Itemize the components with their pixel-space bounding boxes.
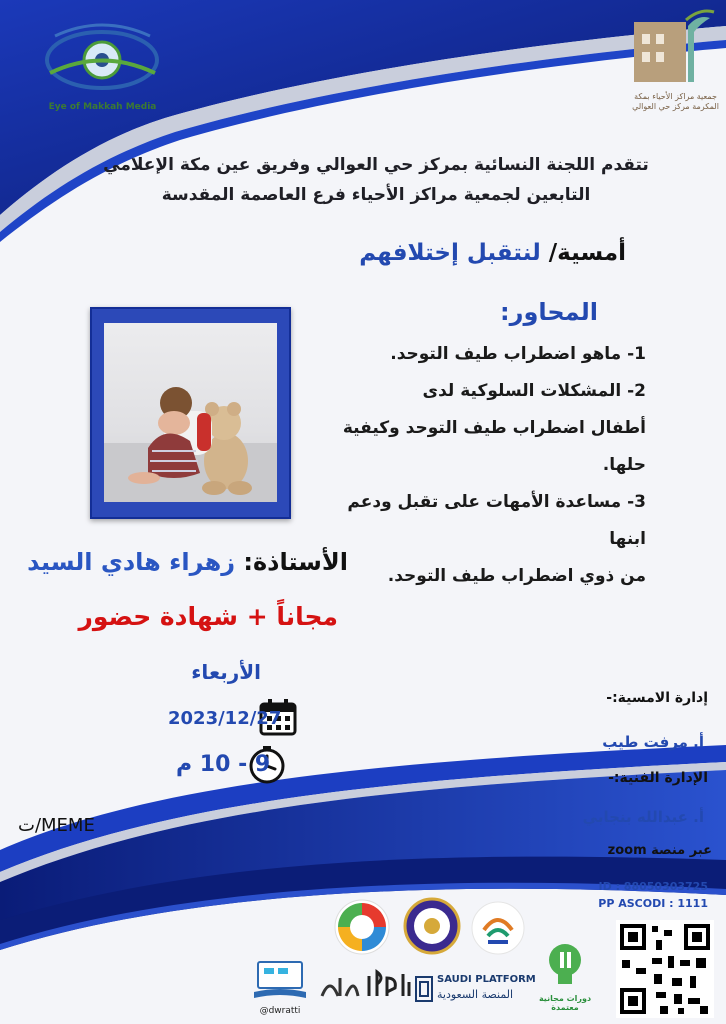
event-title bbox=[359, 240, 626, 266]
neighborhood-centers-logo bbox=[628, 8, 723, 123]
evening-management-label: إدارة الامسية:- bbox=[606, 690, 708, 706]
speaker bbox=[27, 548, 348, 576]
intro-text bbox=[96, 150, 656, 210]
icourses-label: دورات مجانية معتمدة bbox=[538, 994, 592, 1012]
saudi-platform-ar: المنصة السعودية bbox=[437, 988, 514, 1001]
qr-code[interactable] bbox=[616, 920, 714, 1018]
sponsor-logo-icourses bbox=[530, 940, 600, 1020]
event-title-label: أمسية/ bbox=[548, 240, 626, 266]
arabic-calligraphy-logo-icon bbox=[365, 968, 413, 1002]
sponsor-logo-calligraphy-2 bbox=[318, 972, 362, 1002]
speaker-label: الأستاذة: bbox=[243, 548, 348, 576]
meeting-passcode: PP ASCODI : 1111 bbox=[598, 897, 708, 910]
neighborhood-centers-logo-text: جمعية مراكز الأحياء بمكة المكرمة مركز حي العوالي bbox=[632, 92, 719, 111]
child-photo-frame bbox=[90, 307, 291, 519]
saudi-platform-icon bbox=[415, 976, 433, 1002]
axes-heading: المحاور: bbox=[500, 298, 598, 326]
event-day: الأربعاء bbox=[191, 660, 261, 684]
intro-line-1: تتقدم اللجنة النسائية بمركز حي العوالي وفريق عين مكة الإعلامي bbox=[103, 155, 649, 175]
neighborhood-centers-emblem-icon bbox=[628, 8, 718, 88]
sponsor-logo-calligraphy-1 bbox=[365, 968, 413, 1002]
monitor-book-icon bbox=[250, 958, 310, 1002]
intro-line-2: التابعين لجمعية مراكز الأحياء فرع العاصمة المقدسة bbox=[161, 185, 591, 205]
sponsor-logo-mosahem bbox=[470, 900, 526, 956]
saudi-platform-en: SAUDI PLATFORM bbox=[437, 974, 536, 985]
speaker-name: زهراء هادي السيد bbox=[27, 548, 236, 576]
event-date: 2023/12/27 bbox=[168, 708, 282, 729]
qr-code-icon bbox=[616, 920, 714, 1018]
axes-item-3: أطفال اضطراب طيف التوحد وكيفية حلها. bbox=[342, 418, 646, 475]
sponsor-logo-puzzle bbox=[332, 897, 392, 957]
sad-child-with-teddy-illustration bbox=[104, 323, 277, 502]
sponsor-logo-badge bbox=[402, 896, 462, 956]
axes-item-2: 2- المشكلات السلوكية لدى bbox=[422, 381, 646, 401]
event-title-subject: لنتقبل إختلافهم bbox=[359, 240, 541, 266]
sponsor-logo-saudi-platform bbox=[415, 972, 536, 1012]
sponsor-logo-dwratti bbox=[250, 958, 310, 1018]
lightbulb-icon bbox=[530, 940, 600, 990]
dwratti-handle: @dwratti bbox=[259, 1006, 301, 1016]
mosahem-platform-icon bbox=[470, 900, 526, 956]
evening-manager-name: أ. مرفت طيب bbox=[602, 733, 704, 751]
axes-item-1: 1- ماهو اضطراب طيف التوحد. bbox=[390, 344, 646, 364]
design-credit: ت/MEME bbox=[18, 815, 95, 836]
free-certificate-offer: مجاناً + شهادة حضور bbox=[78, 602, 338, 631]
calligraphy-emblem-icon bbox=[318, 972, 362, 1002]
eye-of-makkah-emblem-icon bbox=[40, 18, 165, 98]
eye-of-makkah-logo bbox=[40, 18, 165, 118]
axes-item-5: من ذوي اضطراب طيف التوحد. bbox=[387, 566, 646, 586]
zoom-platform: عبر منصة zoom bbox=[607, 843, 712, 858]
axes-list bbox=[306, 336, 646, 595]
meeting-credentials bbox=[598, 878, 708, 912]
event-time: 9 - 10 م bbox=[176, 752, 271, 777]
axes-item-4: 3- مساعدة الأمهات على تقبل ودعم ابنها bbox=[347, 492, 646, 549]
technical-manager-name: أ. عبدالله بنجابي bbox=[582, 808, 704, 826]
puzzle-ring-icon bbox=[332, 897, 392, 957]
eye-of-makkah-logo-text: Eye of Makkah Media bbox=[48, 102, 157, 112]
child-photo bbox=[104, 323, 277, 502]
technical-management-label: الإدارة الفنية:- bbox=[608, 770, 708, 786]
badge-seal-icon bbox=[402, 896, 462, 956]
meeting-id: ID : 88050303725 bbox=[598, 880, 708, 893]
